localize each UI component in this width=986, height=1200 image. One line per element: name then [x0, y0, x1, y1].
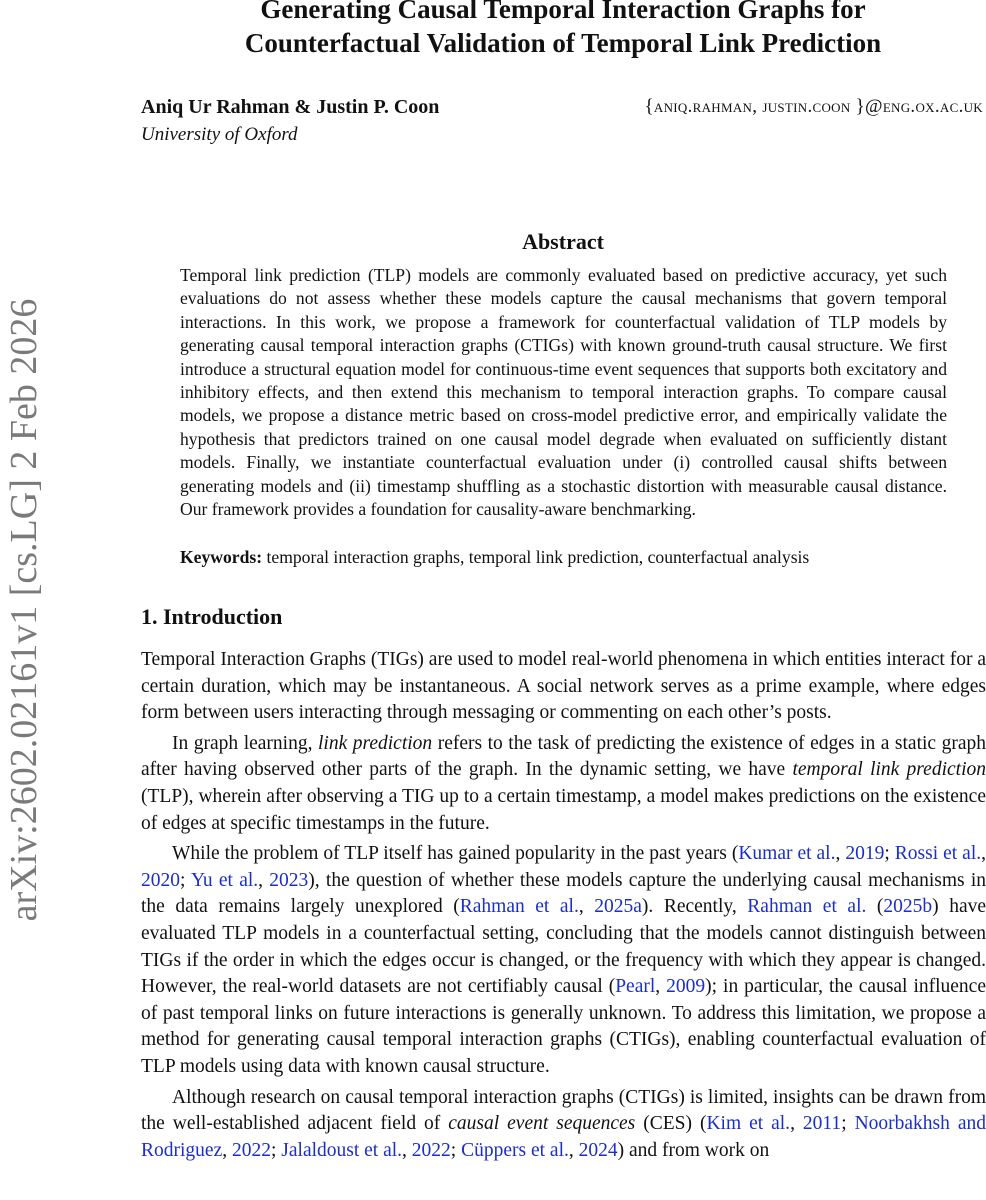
keywords — [180, 546, 947, 569]
title-line-2: Counterfactual Validation of Temporal Link Prediction — [244, 28, 882, 58]
arxiv-stamp — [2, 260, 46, 960]
citation-pearl[interactable]: Pearl — [615, 976, 656, 998]
citation-rossi[interactable]: Rossi et al. — [894, 843, 982, 865]
citation-jalaldoust-year[interactable]: 2022 — [411, 1139, 451, 1161]
section-heading-introduction: 1. Introduction — [141, 604, 283, 629]
citation-kumar[interactable]: Kumar et al. — [738, 843, 836, 865]
term-link-prediction: link prediction — [317, 732, 433, 754]
citation-cuppers-year[interactable]: 2024 — [578, 1139, 618, 1161]
citation-kim-year[interactable]: 2011 — [802, 1113, 842, 1135]
citation-rahman-b[interactable]: Rahman et al. — [747, 896, 867, 918]
citation-rahman-a-year[interactable]: 2025a — [594, 896, 642, 918]
paragraph-2: In graph learning, link prediction refers to the task of predicting the existence of edges in a static graph after having observed other parts of the graph. In the dynamic setting, we have temporal link prediction (TLP), wherein after observing a TIG up to a certain timestamp, a model makes predictions on the existence of edges at specific timestamps in the future. — [141, 732, 986, 834]
citation-noorbakhsh[interactable]: Noorbakhsh and Rodriguez — [141, 1113, 986, 1161]
paragraph-3: While the problem of TLP itself has gained popularity in the past years (Kumar et al., 2019; Rossi et al., 2020; Yu et al., 2023), the question of whether these models capture the underlying causal mechanisms in the data remains largely unexplored (Rahman et al., 2025a). Recently, Rahman et al. (2025b) have evaluated TLP models in a counterfactual setting, concluding that the models cannot distinguish between TIGs if the order in which the edges occur is changed, or the frequency with which they appear is changed. However, the real-world datasets are not certifiably causal (Pearl, 2009); in particular, the causal influence of past temporal links on future interactions is generally unknown. To address this limitation, we propose a method for generating causal temporal interaction graphs (CTIGs), enabling counterfactual evaluation of TLP models using data with known causal structure. — [141, 843, 986, 1077]
citation-cuppers[interactable]: Cüppers et al. — [461, 1139, 569, 1161]
citation-kim[interactable]: Kim et al. — [706, 1113, 791, 1135]
term-temporal-link-prediction: temporal link prediction — [792, 759, 986, 781]
title-line-1: Generating Causal Temporal Interaction Graphs for — [260, 0, 866, 24]
citation-rahman-b-year[interactable]: 2025b — [883, 896, 933, 918]
introduction-body — [141, 647, 986, 1168]
term-causal-event-sequences: causal event sequences — [448, 1113, 636, 1135]
citation-noorbakhsh-year[interactable]: 2022 — [231, 1139, 271, 1161]
author-emails: {aniq.rahman, justin.coon }@eng.ox.ac.uk — [644, 96, 983, 117]
citation-kumar-year[interactable]: 2019 — [845, 843, 885, 865]
citation-jalaldoust[interactable]: Jalaldoust et al. — [281, 1139, 403, 1161]
citation-rossi-year[interactable]: 2020 — [141, 869, 180, 891]
keywords-list: temporal interaction graphs, temporal link prediction, counterfactual analysis — [266, 547, 810, 567]
author-names: Aniq Ur Rahman & Justin P. Coon — [141, 96, 440, 118]
paragraph-1: Temporal Interaction Graphs (TIGs) are used to model real-world phenomena in which entities interact for a certain duration, which may be instantaneous. A social network serves as a prime example, where edges form between users interacting through messaging or commenting on each other’s posts. — [141, 649, 986, 724]
citation-pearl-year[interactable]: 2009 — [666, 976, 706, 998]
keywords-label: Keywords: — [180, 547, 263, 567]
citation-yu-year[interactable]: 2023 — [269, 869, 309, 891]
paper-title — [140, 0, 986, 60]
affiliation: University of Oxford — [141, 124, 298, 145]
abstract-body: Temporal link prediction (TLP) models are commonly evaluated based on predictive accuracy, yet such evaluations do not assess whether these models capture the causal mechanisms that govern temporal interactions. In this work, we propose a framework for counterfactual validation of TLP models by generating causal temporal interaction graphs (CTIGs) with known ground-truth causal structure. We first introduce a structural equation model for continuous-time event sequences that supports both excitatory and inhibitory effects, and then extend this mechanism to temporal interaction graphs. To compare causal models, we propose a distance metric based on cross-model predictive error, and empirically validate the hypothesis that predictors trained on one causal model degrade when evaluated on sufficiently distant models. Finally, we instantiate counterfactual evaluation under (i) controlled causal shifts between generating models and (ii) timestamp shuffling as a stochastic distortion with measurable causal distance. Our framework provides a foundation for causality-aware benchmarking. — [180, 265, 947, 520]
citation-rahman-a[interactable]: Rahman et al. — [459, 896, 579, 918]
arxiv-stamp-text: arXiv:2602.02161v1 [cs.LG] 2 Feb 2026 — [3, 298, 45, 922]
abstract-heading: Abstract — [522, 229, 604, 254]
paragraph-4: Although research on causal temporal interaction graphs (CTIGs) is limited, insights can be drawn from the well-established adjacent field of causal event sequences (CES) (Kim et al., 2011; Noorbakhsh and Rodriguez, 2022; Jalaldoust et al., 2022; Cüppers et al., 2024) and from work on — [141, 1086, 986, 1161]
citation-yu[interactable]: Yu et al. — [190, 869, 259, 891]
